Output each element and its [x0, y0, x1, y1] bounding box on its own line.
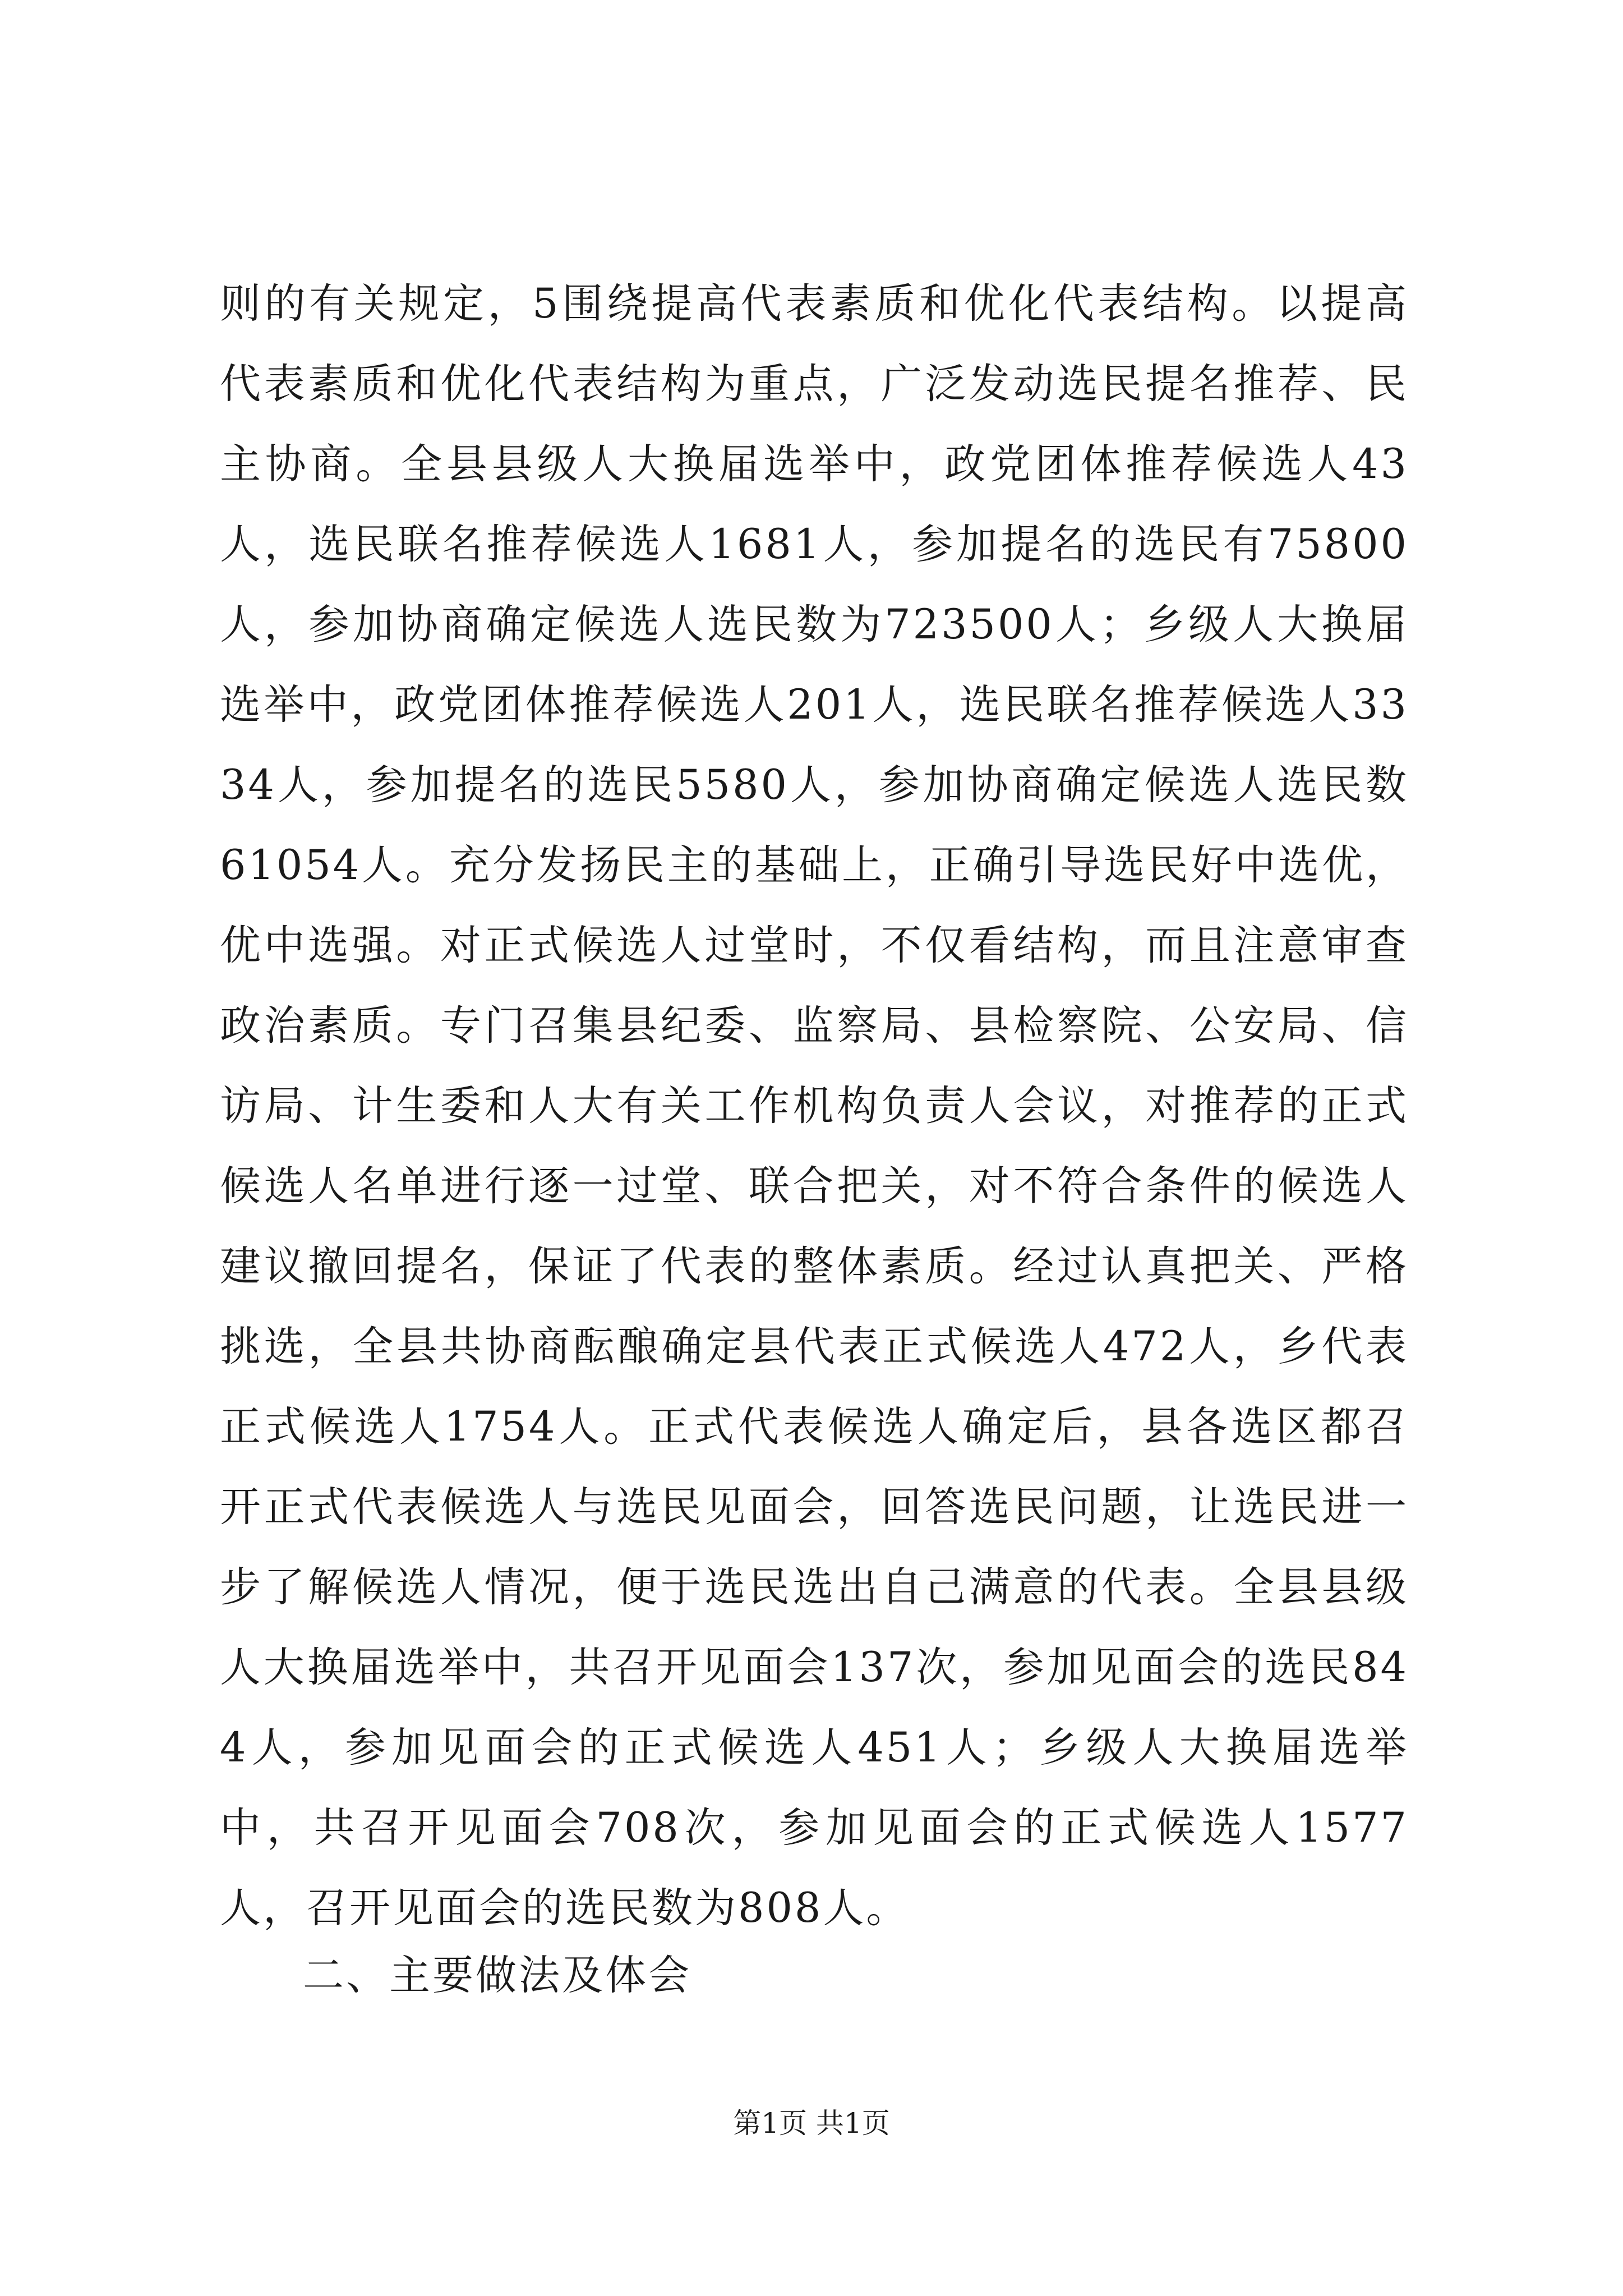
page-number-footer: 第1页 共1页 — [733, 2107, 890, 2139]
body-paragraph: 则的有关规定，5围绕提高代表素质和优化代表结构。以提高代表素质和优化代表结构为重点，广泛发动选民提名推荐、民主协商。全县县级人大换届选举中，政党团体推荐候选人43人，选民联名推荐候选人1681人，参加提名的选民有75800人，参加协商确定候选人选民数为723500人；乡级人大换届选举中，政党团体推荐候选人201人，选民联名推荐候选人3334人，参加提名的选民5580人，参加协商确定候选人选民数61054人。充分发扬民主的基础上，正确引导选民好中选优，优中选强。对正式候选人过堂时，不仅看结构，而且注意审查政治素质。专门召集县纪委、监察局、县检察院、公安局、信访局、计生委和人大有关工作机构负责人会议，对推荐的正式候选人名单进行逐一过堂、联合把关，对不符合条件的候选人建议撤回提名，保证了代表的整体素质。经过认真把关、严格挑选，全县共协商酝酿确定县代表正式候选人472人，乡代表正式候选人1754人。正式代表候选人确定后，县各选区都召开正式代表候选人与选民见面会，回答选民问题，让选民进一步了解候选人情况，便于选民选出自己满意的代表。全县县级人大换届选举中，共召开见面会137次，参加见面会的选民844人，参加见面会的正式候选人451人；乡级人大换届选举中，共召开见面会708次，参加见面会的正式候选人1577人，召开见面会的选民数为808人。 — [220, 280, 1409, 1932]
section-heading: 二、主要做法及体会 — [303, 1952, 691, 1999]
